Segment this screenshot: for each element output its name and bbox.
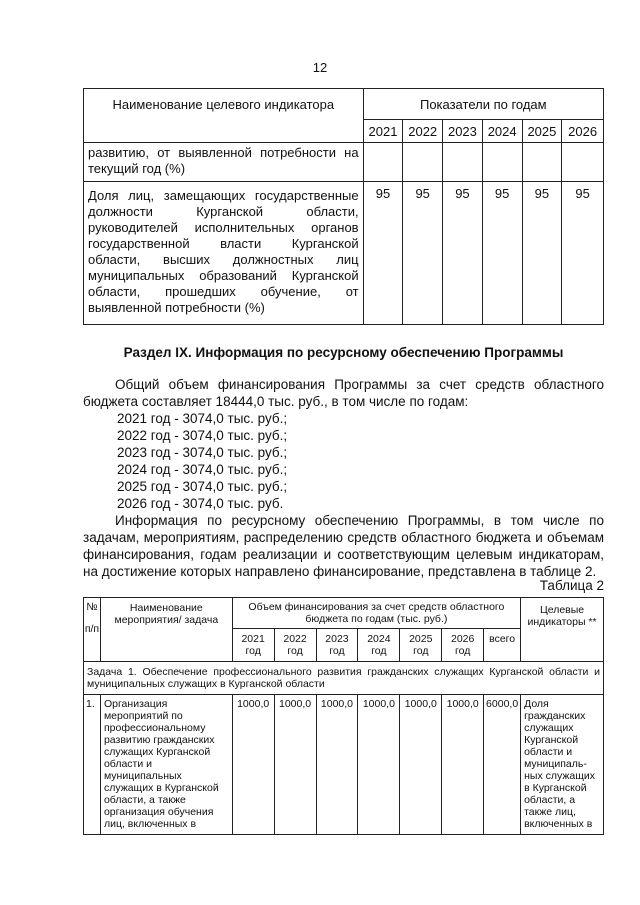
total-col-header: всего — [484, 629, 521, 662]
indicator-value — [562, 143, 604, 182]
indicator-value: 95 — [562, 182, 604, 325]
year-header: 2025 — [522, 120, 562, 143]
indicator-value — [443, 143, 483, 182]
indicator-name-header: Наименование целевого индикатора — [84, 89, 364, 143]
years-header: Показатели по годам — [363, 89, 603, 120]
funding-header: Объем финансирования за счет средств областного бюджета по годам (тыс. руб.) — [232, 598, 520, 629]
table-row — [84, 695, 604, 835]
funding-amount: 1000,0 — [274, 695, 316, 835]
funding-amount: 1000,0 — [400, 695, 442, 835]
year-header: 2022 — [403, 120, 443, 143]
num-header-top: № — [86, 601, 98, 613]
year-col-header: 2022 год — [274, 629, 316, 662]
year-header: 2021 — [363, 120, 403, 143]
indicator-value: 95 — [522, 182, 562, 325]
num-header — [84, 598, 101, 662]
section-heading: Раздел IX. Информация по ресурсному обеспечению Программы — [123, 345, 564, 360]
indicator-value: 95 — [482, 182, 522, 325]
year-funding-line: 2025 год - 3074,0 тыс. руб.; — [117, 479, 288, 494]
indicator-name: Доля лиц, замещающих государственные должности Курганской области, руководителей исполнительных органов государственной власти Курганской области, высших должностных лиц муниципальных образований Курганской области, прошедших обучение, от выявленной потребности (%) — [84, 182, 364, 325]
funding-amount: 1000,0 — [316, 695, 358, 835]
year-funding-line: 2023 год - 3074,0 тыс. руб.; — [117, 445, 288, 460]
year-header: 2026 — [562, 120, 604, 143]
table-caption: Таблица 2 — [539, 578, 604, 593]
funding-paragraph: Общий объем финансирования Программы за счет средств областного бюджета составляет 18444,0 тыс. руб., в том числе по годам: — [83, 377, 604, 409]
indicator-name: развитию, от выявленной потребности на текущий год (%) — [84, 143, 364, 182]
indicator-value: 95 — [363, 182, 403, 325]
funding-amount: 1000,0 — [442, 695, 484, 835]
table-row — [84, 662, 604, 695]
indicators-header: Целевые индикаторы ** — [521, 598, 604, 662]
indicator-value: 95 — [443, 182, 483, 325]
num-header-bottom: п/п — [84, 623, 100, 635]
task-row: Задача 1. Обеспечение профессионального развития гражданских служащих Курганской области и муниципальных служащих в Курганской области — [84, 662, 604, 695]
row-number: 1. — [84, 695, 101, 835]
page-number: 12 — [312, 60, 328, 75]
table-row — [84, 182, 604, 325]
target-indicator: Доля гражданских служащих Курганской области и муниципаль-ных служащих в Курганской области, а также лиц, включенных в — [521, 695, 604, 835]
activity-name: Организация мероприятий по профессиональному развитию гражданских служащих Курганской области и муниципальных служащих в Курганской области, а также организация обучения лиц, включенных в — [100, 695, 232, 835]
year-funding-line: 2026 год - 3074,0 тыс. руб. — [117, 496, 284, 511]
indicator-value — [363, 143, 403, 182]
year-funding-line: 2024 год - 3074,0 тыс. руб.; — [117, 462, 288, 477]
target-indicators-table — [83, 88, 604, 325]
table-row — [84, 143, 604, 182]
resource-table — [83, 597, 604, 835]
indicator-value: 95 — [403, 182, 443, 325]
indicator-value — [403, 143, 443, 182]
resource-info-paragraph: Информация по ресурсному обеспечению Программы, в том числе по задачам, мероприятиям, распределению средств областного бюджета и объемам финансирования, годам реализации и соответствующим целевым индикаторам, на достижение которых направлено финансирование, представлена в таблице 2. — [83, 513, 604, 579]
year-funding-line: 2021 год - 3074,0 тыс. руб.; — [117, 411, 288, 426]
year-funding-line: 2022 год - 3074,0 тыс. руб.; — [117, 428, 288, 443]
year-col-header: 2021 год — [232, 629, 274, 662]
funding-total: 6000,0 — [484, 695, 521, 835]
year-col-header: 2023 год — [316, 629, 358, 662]
funding-amount: 1000,0 — [358, 695, 400, 835]
indicator-value — [522, 143, 562, 182]
year-col-header: 2024 год — [358, 629, 400, 662]
funding-amount: 1000,0 — [232, 695, 274, 835]
indicator-value — [482, 143, 522, 182]
activity-name-header: Наименование мероприятия/ задача — [100, 598, 232, 662]
year-header: 2023 — [443, 120, 483, 143]
year-col-header: 2026 год — [442, 629, 484, 662]
year-col-header: 2025 год — [400, 629, 442, 662]
year-header: 2024 — [482, 120, 522, 143]
